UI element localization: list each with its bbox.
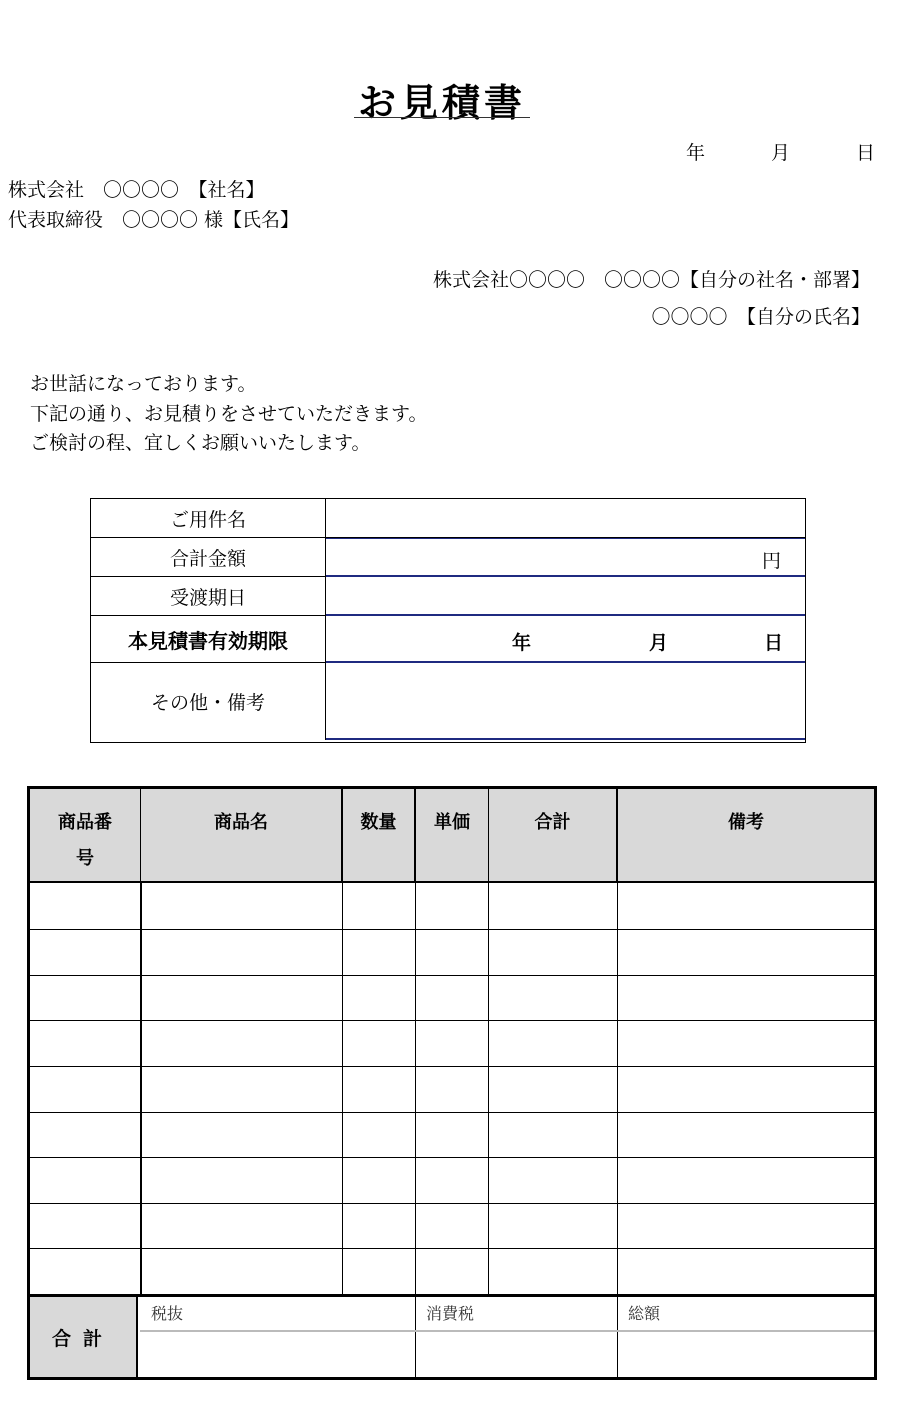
- greeting-line-2: 下記の通り、お見積りをさせていただきます。: [30, 403, 428, 425]
- col-divider: [140, 883, 142, 1294]
- validity-month: 月: [649, 632, 669, 654]
- validity-day: 日: [764, 632, 784, 654]
- header-quantity: 数量: [343, 789, 416, 883]
- validity-period-label: 本見積書有効期限: [91, 616, 326, 663]
- delivery-date-label: 受渡期日: [91, 577, 326, 616]
- subject-label: ご用件名: [91, 499, 326, 538]
- col-divider: [415, 883, 416, 1294]
- summary-col-divider: [415, 1297, 416, 1377]
- sender-person: 〇〇〇〇 【自分の氏名】: [651, 306, 870, 328]
- header-item-name: 商品名: [141, 789, 343, 883]
- date-year: 年: [686, 142, 706, 164]
- title-underline: [354, 117, 530, 118]
- row-divider: [30, 975, 874, 976]
- notes-field[interactable]: [326, 663, 805, 740]
- estimate-info-table: [90, 498, 806, 743]
- greeting-line-3: ご検討の程、宜しくお願いいたします。: [30, 432, 371, 454]
- row-divider: [30, 1020, 874, 1021]
- recipient-company: 株式会社 〇〇〇〇 【社名】: [8, 179, 265, 201]
- row-divider: [30, 929, 874, 930]
- header-remarks: 備考: [618, 789, 874, 883]
- row-divider: [30, 1112, 874, 1113]
- row-divider: [30, 1248, 874, 1249]
- header-item-code-line1: 商品番: [58, 812, 112, 833]
- delivery-date-field[interactable]: [326, 577, 805, 616]
- items-table: [27, 786, 877, 1380]
- date-day: 日: [856, 142, 876, 164]
- document-title: お見積書: [357, 81, 526, 125]
- row-divider: [30, 1066, 874, 1067]
- total-amount-field[interactable]: [326, 538, 805, 577]
- header-item-code: [30, 789, 141, 883]
- total-amount-label: 合計金額: [91, 538, 326, 577]
- validity-period-field[interactable]: [326, 616, 805, 663]
- summary-total-label: 総額: [628, 1304, 661, 1323]
- notes-label: その他・備考: [91, 663, 326, 740]
- row-divider: [30, 1157, 874, 1158]
- header-unit-price: 単価: [416, 789, 489, 883]
- col-divider: [342, 883, 343, 1294]
- summary-label: 合計: [30, 1297, 138, 1377]
- subject-field[interactable]: [326, 499, 805, 538]
- sender-company: 株式会社〇〇〇〇 〇〇〇〇【自分の社名・部署】: [432, 269, 870, 291]
- greeting-line-1: お世話になっております。: [30, 373, 257, 395]
- col-divider: [488, 883, 489, 1294]
- recipient-person: 代表取締役 〇〇〇〇 様【氏名】: [8, 209, 300, 231]
- header-subtotal: 合計: [489, 789, 618, 883]
- summary-col-divider: [617, 1297, 618, 1377]
- summary-tax-label: 消費税: [426, 1304, 475, 1323]
- currency-unit: 円: [761, 550, 781, 572]
- date-month: 月: [771, 142, 791, 164]
- header-item-code-line2: 号: [76, 848, 94, 869]
- row-divider: [30, 1203, 874, 1204]
- summary-subline: [140, 1330, 874, 1332]
- validity-year: 年: [512, 632, 532, 654]
- summary-divider: [30, 1294, 874, 1297]
- summary-excl-tax-label: 税抜: [151, 1304, 184, 1323]
- col-divider: [617, 883, 618, 1294]
